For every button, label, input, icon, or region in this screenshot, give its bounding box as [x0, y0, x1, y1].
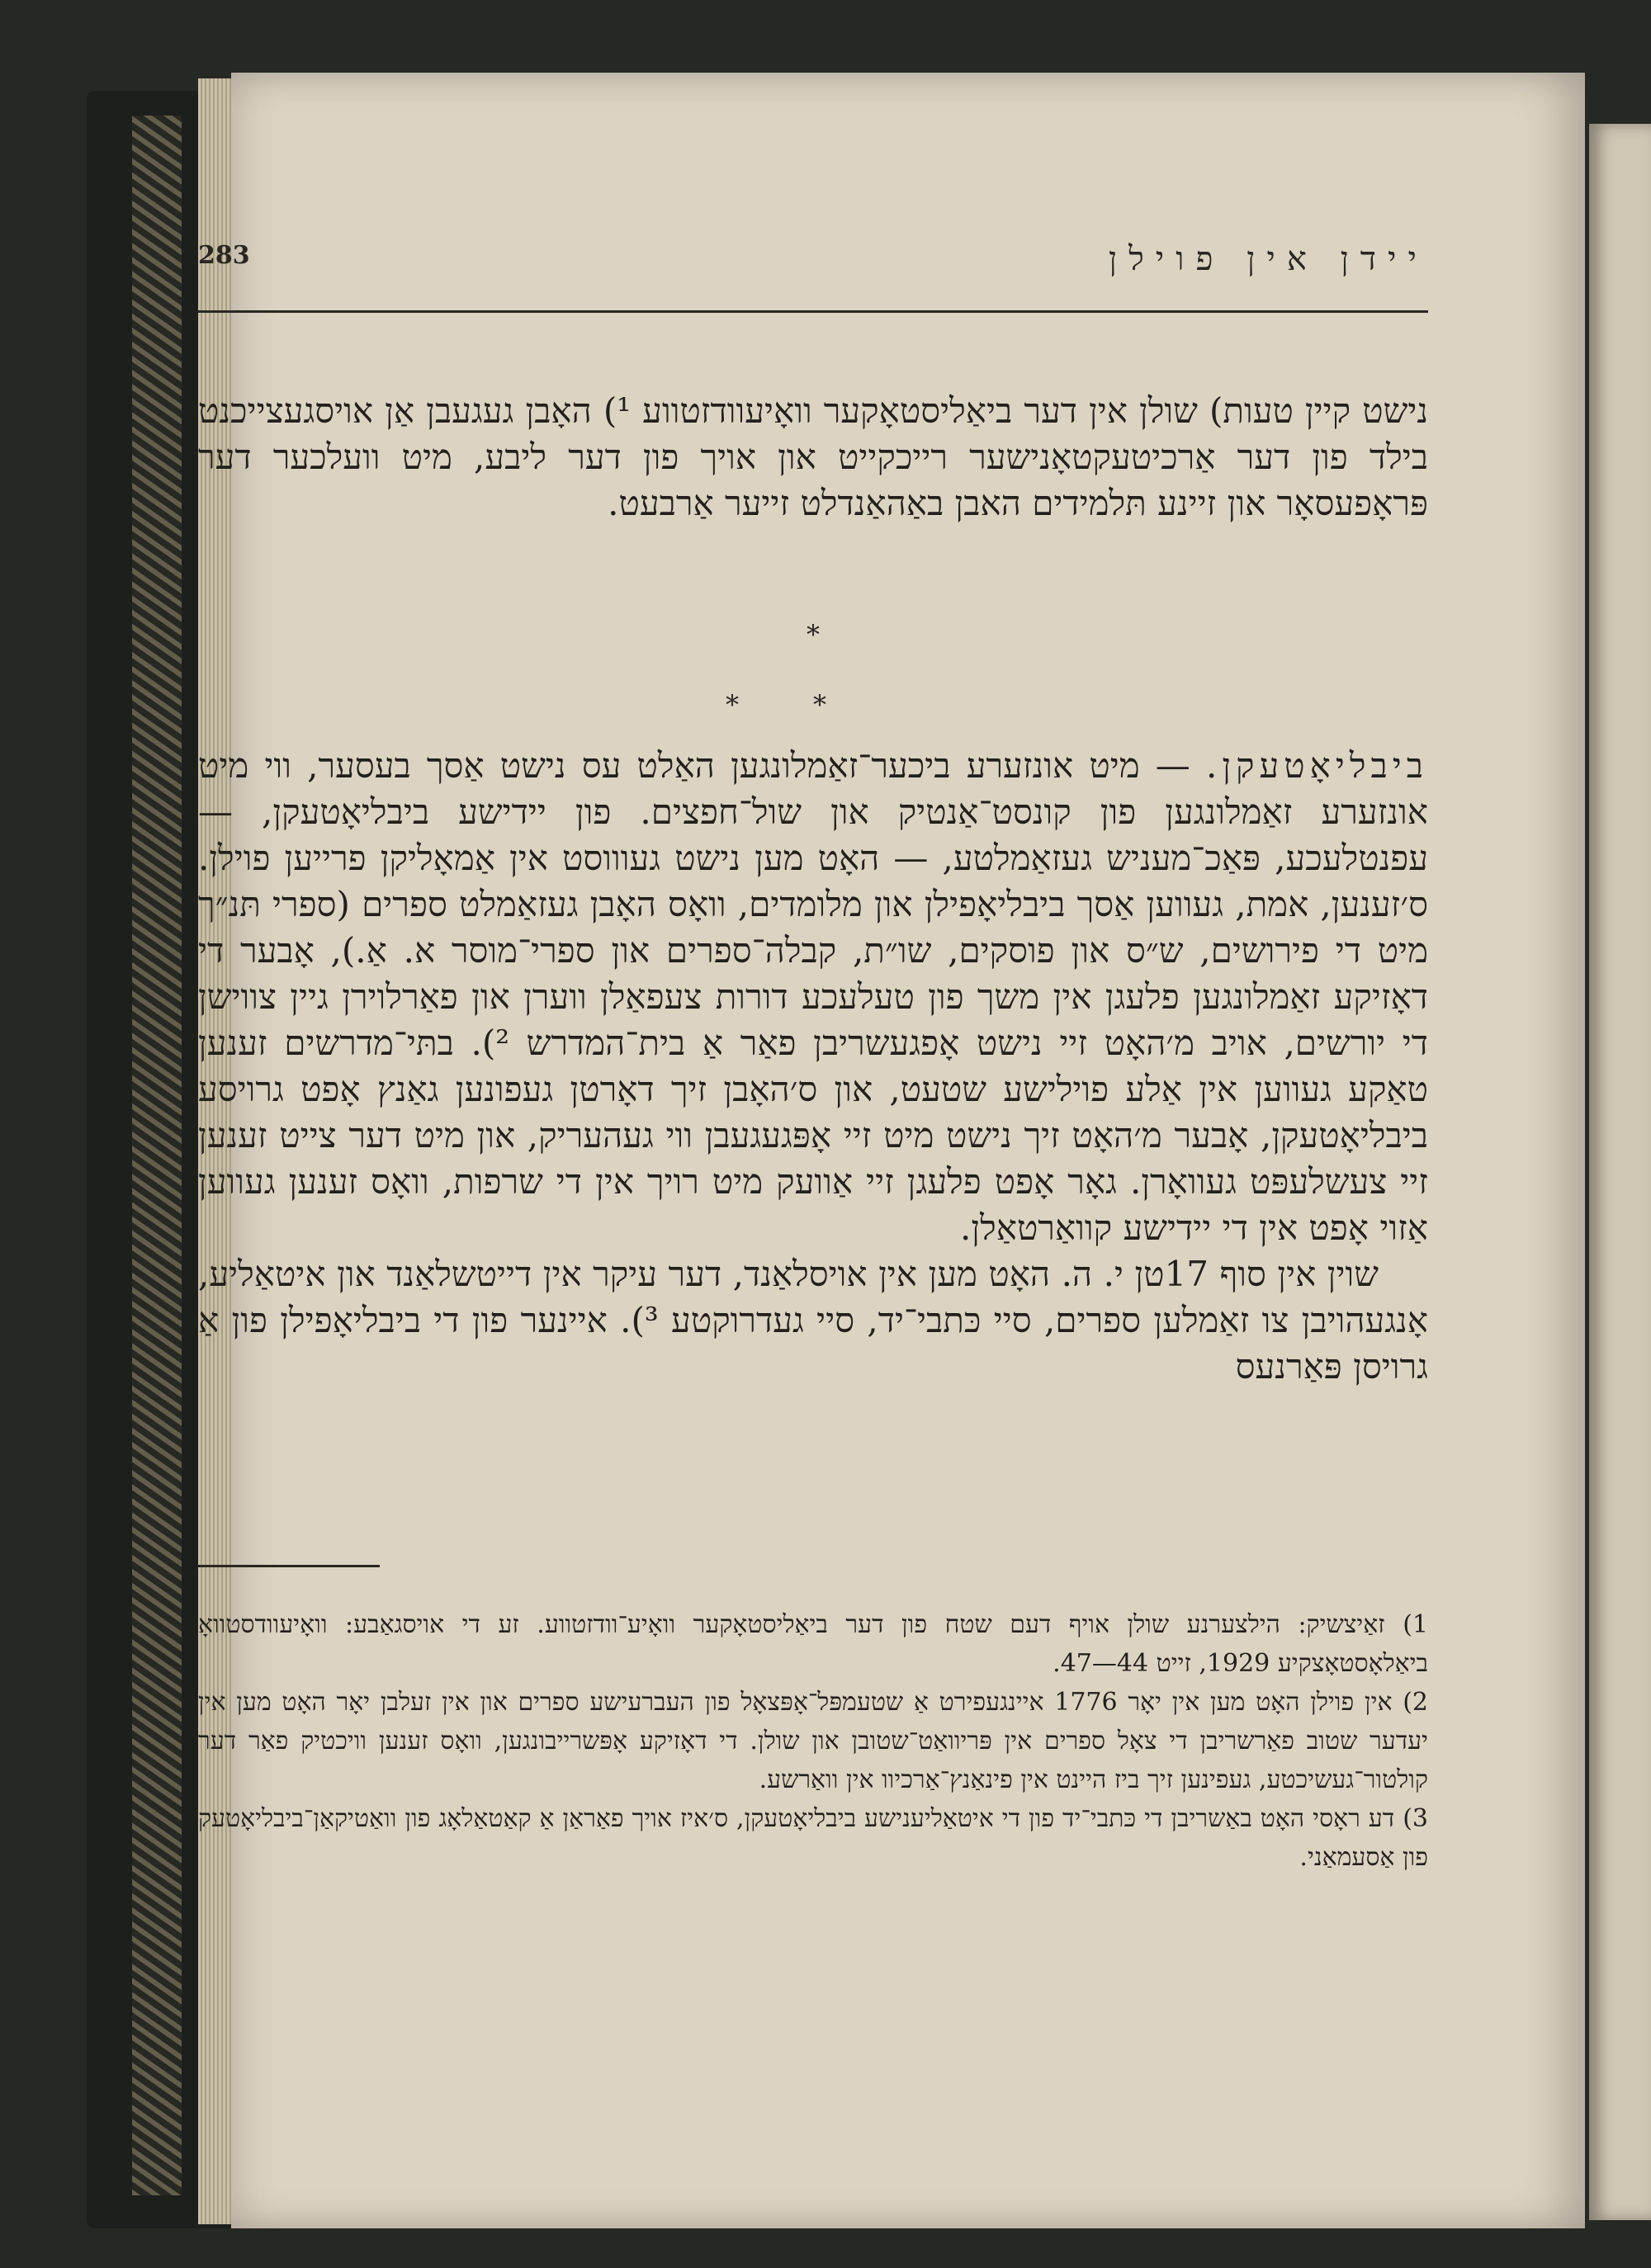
running-head: יידן אין פוילן [1108, 240, 1428, 278]
footnote-1: 1) זאַיצשיק: הילצערנע שולן אויף דעם שטח פון דער ביאַליסטאָקער וואָיע־וודזטווע. זע די אויסגאַבע: וואָיעוודסטוואָ ביאַלאָסטאָצקיע 1929, זייט 44—47. [198, 1610, 1428, 1678]
page-header [198, 236, 1428, 313]
paragraph-1 [198, 388, 1428, 527]
paragraph-2 [198, 743, 1428, 1390]
footnote-2: 2) אין פוילן האָט מען אין יאָר 1776 איינגעפירט אַ שטעמפּל־אָפּצאָל פון העברעישע ספרים און אין זעלבן יאָר האָט מען אין יעדער שטוב פאַרשריבן די צאָל ספרים אין פּריוואַט־שטובן און שולן. די דאָזיקע אָפּשרייבונגען, וואָס זענען וויכטיק פאַר דער קולטור־געשיכטע, געפינען זיך ביז היינט אין פינאַנץ־אַרכיוו אין וואַרשע. [198, 1688, 1428, 1794]
paragraph-3-text: שוין אין סוף 17טן י. ה. האָט מען אין אויסלאַנד, דער עיקר אין דייטשלאַנד און איטאַליע, אָנגעהויבן צו זאַמלען ספרים, סיי כּתבי־יד, סיי געדרוקטע ³). איינער פון די ביבליאָפילן פון אַ גרויסן פּאַרנעס [198, 1254, 1429, 1387]
footnotes [198, 1605, 1428, 1877]
section-break-stars: ** [726, 689, 901, 721]
paragraph-2-lead: ביבליאָטעקן. [1205, 745, 1428, 786]
footnote-rule [198, 1565, 380, 1567]
decorative-endpaper [132, 116, 182, 2195]
paragraph-2-text: — מיט אונזערע ביכער־זאַמלונגען האַלט עס נישט אַסך בעסער, ווי מיט אונזערע זאַמלונגען פון קונסט־אַנטיק און שול־חפצים. פון יידישע ביבליאָטעקן, — עפנטלעכע, פּאַכ־מעניש געזאַמלטע, — האָט מען נישט געוווסט אין אַמאָליקן פרייען פוילן. ס׳זענען, אמת, געווען אַסך ביבליאָפילן און מלומדים, וואָס האָבן געזאַמלט ספרים (ספרי תּנ״ך מיט די פירושים, ש״ס און פוסקים, שו״ת, קבלה־ספרים און ספרי־מוסר א. אַ.), אָבער די דאָזיקע זאַמלונגען פלעגן אין משך פון טעלעכע דורות צעפאַלן ווערן און פאַרלוירן גיין צווישן די יורשים, אויב מ׳האָט זיי נישט אָפגעשריבן פאַר אַ בית־המדרש ²). בתּי־מדרשים זענען טאַקע געווען אין אַלע פוילישע שטעט, און ס׳האָבן זיך דאָרטן געפונען גאַנץ אָפט גרויסע ביבליאָטעקן, אָבער מ׳האָט זיך נישט מיט זיי אָפּגעגעבן ווי געהעריק, און מיט דער צייט זענען זיי צעשלעפּט געוואָרן. גאָר אָפט פלעגן זיי אַוועק מיט רויך אין די שרפות, וואָס זענען געווען אַזוי אָפט אין די יידישע קוואַרטאַלן. [198, 745, 1428, 1248]
footnote-3: 3) דע ראָסי האָט באַשריבן די כּתבי־יד פון די איטאַליענישע ביבליאָטעקן, ס׳איז אויך פאַראַן אַ קאַטאַלאָג פון וואַטיקאַן־ביבליאָטעק פון אַסעמאַני. [198, 1804, 1428, 1872]
page-number: 283 [198, 241, 250, 270]
section-break-star: * [807, 619, 820, 650]
paragraph-2-content [198, 743, 1428, 1251]
paragraph-1-text: נישט קיין טעות) שולן אין דער ביאַליסטאָקער וואָיעוודזטווע ¹) האָבן געגעבן אַן אויסגעצייכנט בילד פון דער אַרכיטעקטאָנישער רייכקייט און אויך פון דער ליבע, מיט וועלכער דער פּראָפעסאָר און זיינע תּלמידים האבן באַהאַנדלט זייער אַרבעט. [198, 390, 1428, 523]
next-page-edge [1589, 124, 1651, 2220]
